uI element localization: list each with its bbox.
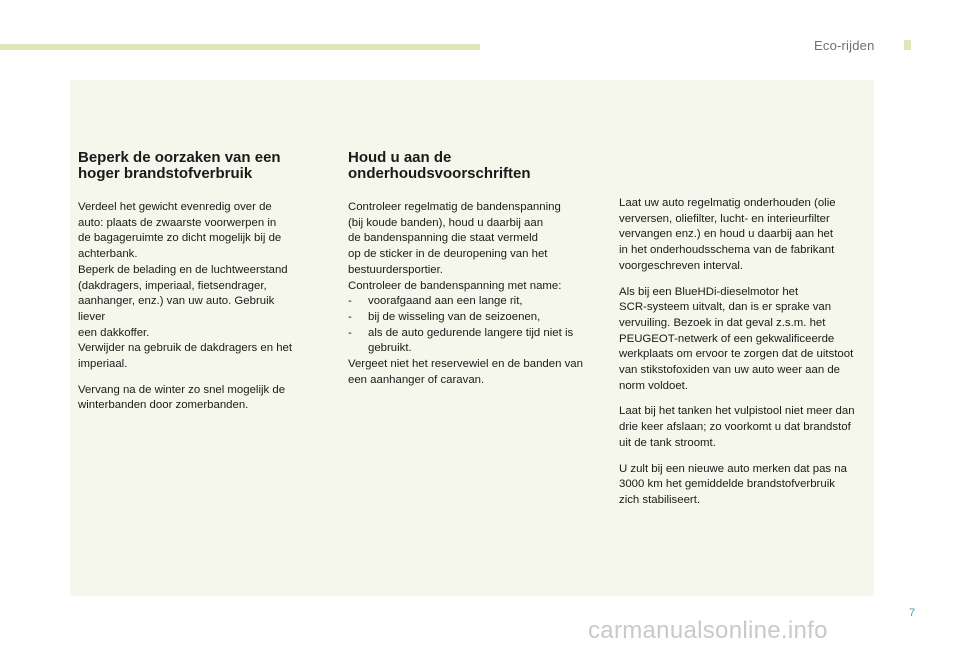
column-fuel-consumption	[78, 150, 303, 414]
paragraph-regular-service: Laat uw auto regelmatig onderhouden (olie verversen, oliefilter, lucht- en interieurfilter vervangen enz.) en houd u daarbij aan het in het onderhoudsschema van de fabrikant voorgeschreven interval.	[619, 197, 836, 272]
paragraph-new-car-consumption: U zult bij een nieuwe auto merken dat pas na 3000 km het gemiddelde brandstofverbruik zich stabiliseert.	[619, 462, 847, 506]
header-accent-bar	[0, 44, 480, 50]
heading-maintenance: Houd u aan de onderhoudsvoorschriften	[348, 149, 531, 182]
paragraph-winter-tyres: Vervang na de winter zo snel mogelijk de winterbanden door zomerbanden.	[78, 383, 286, 412]
list-item: - bij de wisseling van de seizoenen,	[348, 310, 603, 326]
column-maintenance	[348, 150, 603, 388]
heading-fuel-consumption: Beperk de oorzaken van een hoger brandstofverbruik	[78, 149, 281, 182]
column-service-advice	[619, 196, 871, 509]
paragraph-refuelling: Laat bij het tanken het vulpistool niet meer dan drie keer afslaan; zo voorkomt u dat brandstof uit de tank stroomt.	[619, 405, 855, 449]
page-number: 7	[909, 607, 916, 619]
paragraph-scr-system: Als bij een BlueHDi-dieselmotor het SCR-systeem uitvalt, dan is er sprake van vervuiling. Bezoek in dat geval z.s.m. het PEUGEOT-netwerk of een gekwalificeerde werkplaats om ervoor te zorgen dat de uitstoot van stikstofoxiden van uw auto weer aan de norm voldoet.	[619, 285, 854, 392]
list-item: - als de auto gedurende langere tijd niet is gebruikt.	[348, 326, 603, 357]
section-title: Eco-rijden	[814, 38, 875, 53]
list-item: - voorafgaand aan een lange rit,	[348, 294, 603, 310]
paragraph-spare-wheel: Vergeet niet het reservewiel en de banden van een aanhanger of caravan.	[348, 358, 583, 386]
paragraph-weight-distribution: Verdeel het gewicht evenredig over de auto: plaats de zwaarste voorwerpen in de bagageruimte zo dicht mogelijk bij de achterbank. Beperk de belading en de luchtweerstand (dakdragers, imperiaal, fietsendrager, aanhanger, enz.) van uw auto. Gebruik liever een dakkoffer. Verwijder na gebruik de dakdragers en het imperiaal.	[78, 201, 293, 371]
watermark: carmanualsonline.info	[588, 617, 828, 644]
section-marker	[904, 40, 911, 50]
paragraph-tyre-pressure: Controleer regelmatig de bandenspanning (bij koude banden), houd u daarbij aan de bandenspanning die staat vermeld op de sticker in de deuropening van het bestuurdersportier. Controleer de bandenspanning met name:	[348, 201, 562, 292]
content-panel	[70, 80, 874, 596]
tyre-check-list	[348, 294, 603, 357]
